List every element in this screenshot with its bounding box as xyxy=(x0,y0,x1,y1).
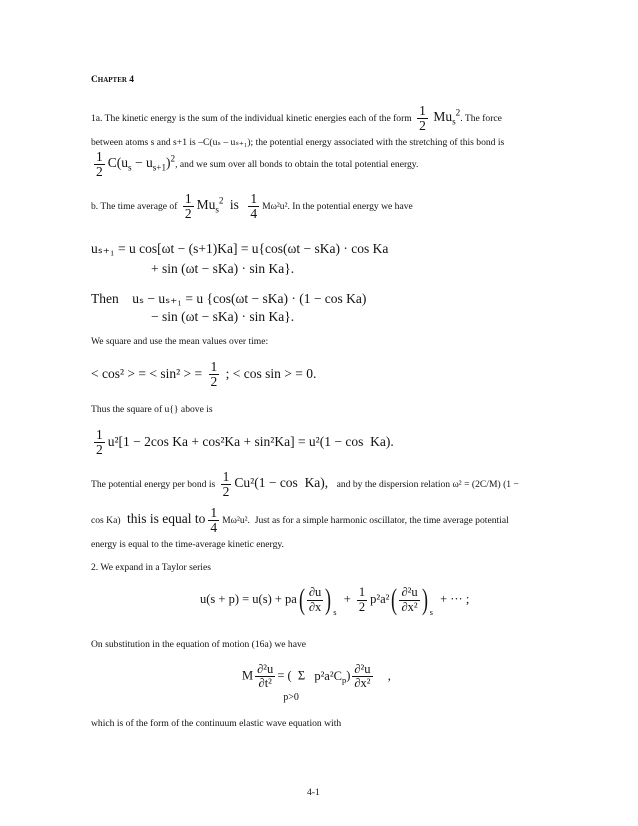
chapter-heading: Chapter 4 xyxy=(91,75,134,85)
paragraph-1a-line2: between atoms s and s+1 is –C(uₛ – uₛ₊₁); the potential energy associated with the stretching of this bond is xyxy=(91,137,505,148)
equation-difference-line1: Then uₛ − uₛ₊₁ = u {cos(ωt − sKa) · (1 − cos Ka) xyxy=(91,291,367,306)
equation-motion: M $\frac{\text{∂²u}}{\text{∂t²}}$ = ( Σ p>0 $p^2a^2C_p$) $\frac{\text{∂²u}}{\text{∂x²}}$ , xyxy=(242,662,391,703)
paragraph-square: Thus the square of u{} above is xyxy=(91,404,213,415)
bond-energy-term: $C(u_s - u_{s+1})^2$ xyxy=(107,153,176,173)
equation-square: $\frac{1}{2}$ u²[1 − 2cos Ka + cos²Ka + sin²Ka] = u²(1 − cos Ka). xyxy=(96,427,394,458)
paragraph-potential-line2: cos Ka) this is equal to $\frac{1}{4}$ Mω²u². Just as for a simple harmonic oscillator, the time average potential xyxy=(91,505,509,536)
paragraph-mean-values: We square and use the mean values over time: xyxy=(91,336,269,347)
paragraph-potential-line1: The potential energy per bond is $\frac{1}{2}$ Cu²(1 − cos Ka), and by the dispersion relation ω² = (2C/M) (1 − xyxy=(91,469,519,500)
paragraph-taylor: 2. We expand in a Taylor series xyxy=(91,562,211,573)
page-number: 4-1 xyxy=(307,787,320,798)
equation-difference-line2: − sin (ωt − sKa) · sin Ka}. xyxy=(151,309,295,324)
kinetic-term: $Mu_s^2$ xyxy=(433,107,461,127)
equation-displacement-line1: uₛ₊₁ = u cos[ωt − (s+1)Ka] = u{cos(ωt − sKa) · cos Ka xyxy=(91,241,389,256)
equation-displacement-line2: + sin (ωt − sKa) · sin Ka}. xyxy=(151,261,295,276)
paragraph-1a-line1: 1a. The kinetic energy is the sum of the individual kinetic energies each of the form $\frac{1}{2}$ $Mu_s^2$. The force xyxy=(91,103,502,134)
paragraph-continuum: which is of the form of the continuum elastic wave equation with xyxy=(91,718,342,729)
paragraph-1a-line3: $\frac{1}{2}$ $C(u_s - u_{s+1})^2$, and we sum over all bonds to obtain the total potential energy. xyxy=(96,149,419,180)
paragraph-substitution: On substitution in the equation of motion (16a) we have xyxy=(91,639,307,650)
fraction-half: $\frac{1}{2}$ xyxy=(419,103,426,134)
paragraph-1b: b. The time average of $\frac{1}{2}$ $Mu_s^2$ is $\frac{1}{4}$ Mω²u². In the potential energy we have xyxy=(91,191,413,222)
equation-mean-values: < cos² > = < sin² > = $\frac{1}{2}$ ; < cos sin > = 0. xyxy=(91,359,317,390)
equation-taylor-series: u(s + p) = u(s) + pa( $\frac{\partial u}{\partial x}$ ) $_s$ + $\frac{1}{2}$ p²a²( $\frac{\text{∂²u}}{\text{∂x²}}$ ) $_s$ + ··· ; xyxy=(200,583,470,617)
paragraph-potential-line3: energy is equal to the time-average kinetic energy. xyxy=(91,539,284,550)
